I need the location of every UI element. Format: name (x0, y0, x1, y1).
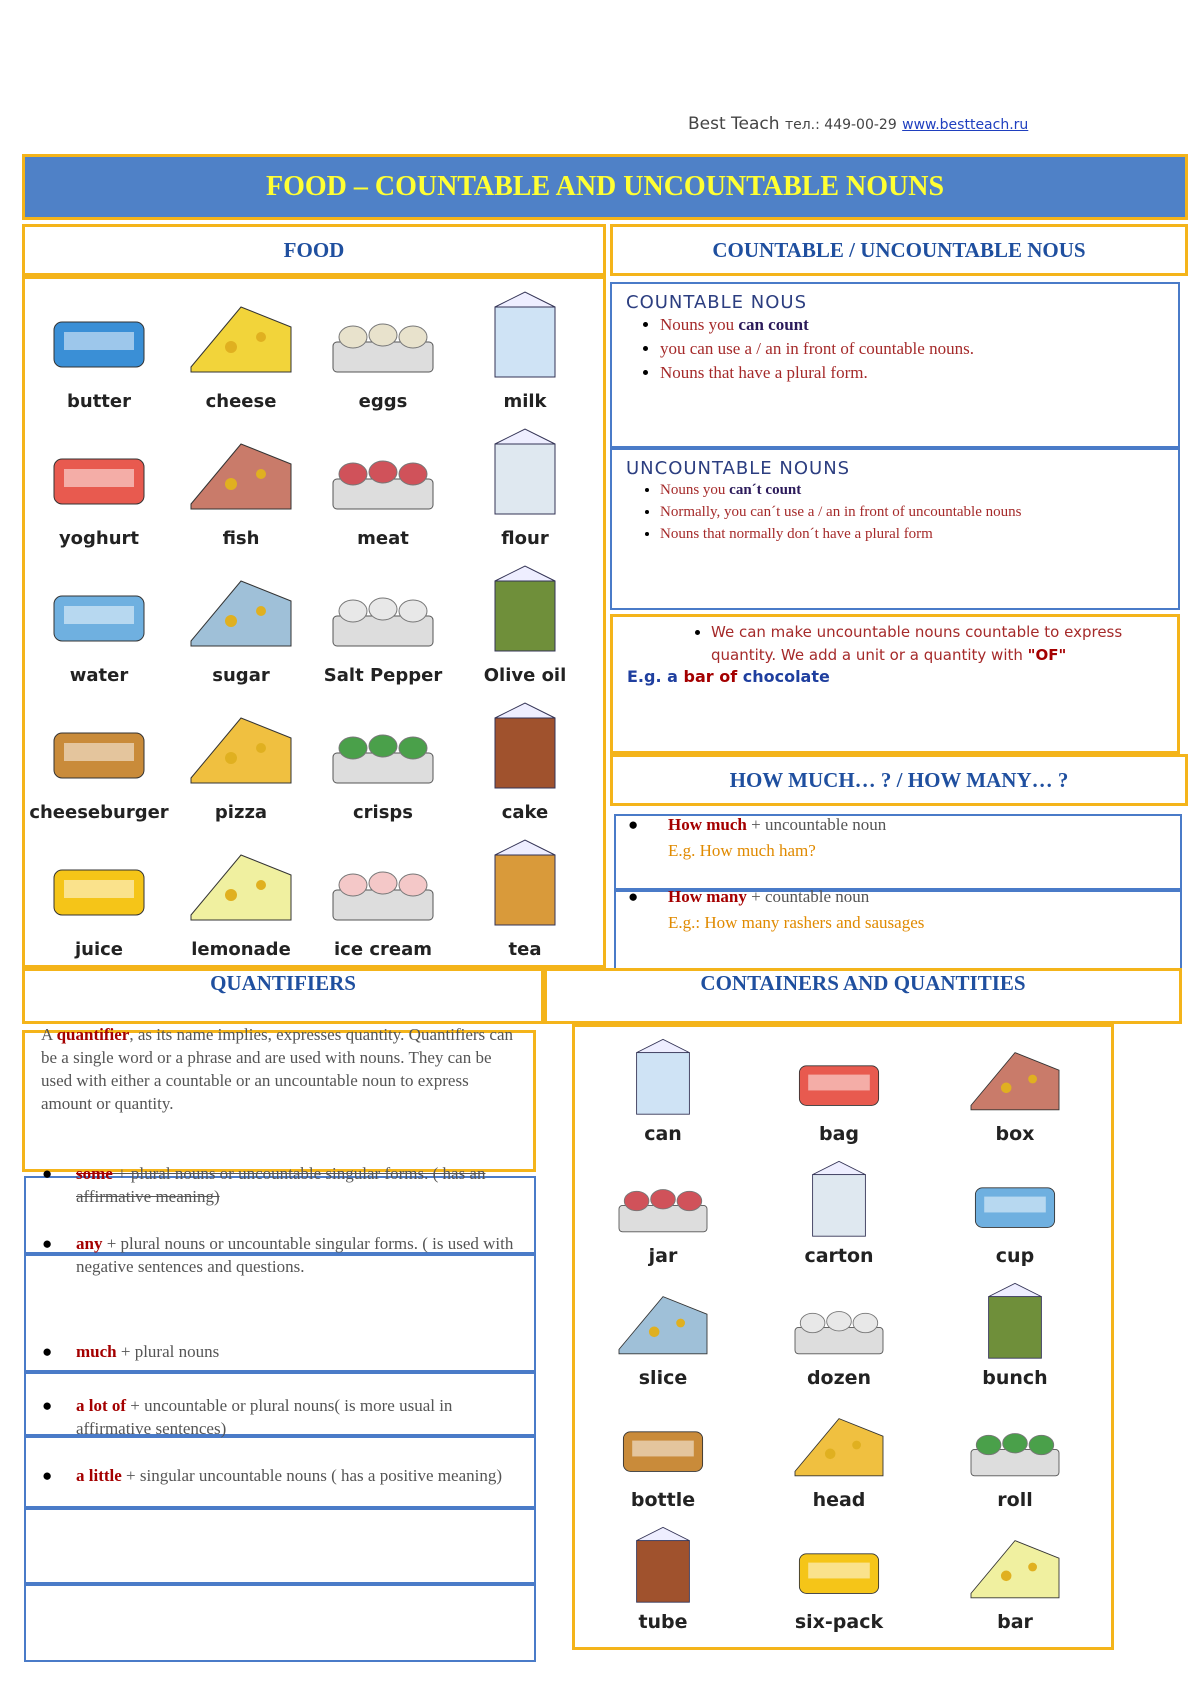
bunch-icon (955, 1279, 1075, 1367)
countable-bullet-1: • Nouns you can count (660, 313, 1164, 337)
food-label: cheese (205, 391, 277, 412)
containers-picture-grid (572, 1024, 1114, 1650)
quantifier-any: ● any + plural nouns or uncountable singular forms. ( is used with negative sentences and questions. (42, 1234, 514, 1276)
uncountable-title: UNCOUNTABLE NOUNS (626, 458, 851, 479)
food-heading: FOOD (22, 224, 606, 276)
food-item (313, 283, 453, 433)
bottle-icon (603, 1401, 723, 1489)
quantifier-some: ● some + plural nouns or uncountable singular forms. ( has an affirmative meaning) (42, 1164, 486, 1206)
pizza-icon (181, 698, 301, 798)
food-label: yoghurt (58, 528, 140, 549)
container-item (583, 1275, 743, 1395)
quantifier-intro-box (22, 1025, 536, 1172)
food-item (455, 831, 595, 981)
uncountable-box (610, 448, 1180, 610)
container-label: bag (818, 1123, 860, 1145)
tea-icon (465, 835, 585, 935)
container-item (935, 1519, 1095, 1639)
food-item (171, 283, 311, 433)
ice-cream-icon (323, 835, 443, 935)
carton-icon (779, 1157, 899, 1245)
food-item (171, 557, 311, 707)
food-label: tea (508, 939, 542, 960)
phone-number: тел.: 449-00-29 (784, 117, 897, 133)
milk-icon (465, 287, 585, 387)
water-icon (39, 561, 159, 661)
container-label: can (644, 1123, 682, 1145)
cup-icon (955, 1157, 1075, 1245)
brand-name: Best Teach (688, 114, 780, 134)
food-label: Olive oil (483, 665, 567, 686)
containers-heading: CONTAINERS AND QUANTITIES (544, 968, 1182, 1024)
container-item (935, 1153, 1095, 1273)
uncountable-bullet-1: • Nouns you can´t count (660, 479, 1164, 501)
container-label: bar (997, 1611, 1033, 1633)
page-title: FOOD – COUNTABLE AND UNCOUNTABLE NOUNS (22, 154, 1188, 220)
container-item (759, 1153, 919, 1273)
food-label: ice cream (334, 939, 432, 960)
food-item (313, 694, 453, 844)
head-icon (779, 1401, 899, 1489)
container-item (935, 1275, 1095, 1395)
container-label: bunch (982, 1367, 1048, 1389)
yoghurt-icon (39, 424, 159, 524)
sugar-icon (181, 561, 301, 661)
can-icon (603, 1035, 723, 1123)
food-item (455, 420, 595, 570)
container-label: dozen (806, 1367, 872, 1389)
food-item (171, 694, 311, 844)
food-label: eggs (358, 391, 408, 412)
countable-box (610, 282, 1180, 448)
cheese-icon (181, 287, 301, 387)
food-label: butter (67, 391, 131, 412)
box-icon (955, 1035, 1075, 1123)
how-many-box: ● How many + countable noun E.g.: How many rashers and sausages (614, 890, 1182, 972)
food-picture-grid (22, 276, 606, 968)
countable-bullet-3: • Nouns that have a plural form. (660, 361, 1164, 385)
container-item (935, 1397, 1095, 1517)
food-label: flour (501, 528, 549, 549)
countable-title: COUNTABLE NOUS (626, 292, 807, 313)
unit-note-text: • We can make uncountable nouns countable to express quantity. We add a unit or a quantity with "OF" (711, 621, 1163, 667)
food-item (171, 420, 311, 570)
uncountable-bullet-3: • Nouns that normally don´t have a plural form (660, 523, 1164, 545)
lemonade-icon (181, 835, 301, 935)
container-label: bottle (630, 1489, 696, 1511)
food-label: cheeseburger (29, 802, 169, 823)
container-item (583, 1031, 743, 1151)
container-label: cup (995, 1245, 1035, 1267)
container-label: box (995, 1123, 1035, 1145)
butter-icon (39, 287, 159, 387)
container-label: roll (997, 1489, 1033, 1511)
container-item (759, 1031, 919, 1151)
food-label: juice (74, 939, 124, 960)
food-label: pizza (214, 802, 268, 823)
juice-icon (39, 835, 159, 935)
quantifier-box-5 (24, 1508, 536, 1584)
container-label: jar (648, 1245, 678, 1267)
uncountable-bullet-2: • Normally, you can´t use a / an in front of uncountable nouns (660, 501, 1164, 523)
cake-icon (465, 698, 585, 798)
food-item (313, 557, 453, 707)
cu-nouns-heading: COUNTABLE / UNCOUNTABLE NOUS (610, 224, 1188, 276)
quantifier-a-lot-of: ● a lot of + uncountable or plural nouns( is more usual in affirmative sentences) (42, 1396, 453, 1438)
food-label: Salt Pepper (323, 665, 443, 686)
flour-icon (465, 424, 585, 524)
fish-icon (181, 424, 301, 524)
food-item (29, 694, 169, 844)
food-label: fish (222, 528, 260, 549)
food-item (455, 694, 595, 844)
quantifier-a-little: ● a little + singular uncountable nouns ( has a positive meaning) (42, 1466, 502, 1485)
unit-note-box (610, 614, 1180, 754)
bar-icon (955, 1523, 1075, 1611)
food-item (171, 831, 311, 981)
food-label: meat (357, 528, 409, 549)
food-item (455, 557, 595, 707)
container-label: tube (638, 1611, 688, 1633)
tube-icon (603, 1523, 723, 1611)
food-label: lemonade (191, 939, 291, 960)
container-item (759, 1275, 919, 1395)
food-label: sugar (212, 665, 270, 686)
six-pack-icon (779, 1523, 899, 1611)
food-label: water (69, 665, 129, 686)
quantifier-intro-text: A quantifier, as its name implies, expresses quantity. Quantifiers can be a single word or a phrase and are used with nouns. They can be used with either a countable or an uncountable noun to express amount or quantity. (41, 1025, 513, 1113)
container-label: head (812, 1489, 866, 1511)
quantifier-box-6 (24, 1584, 536, 1662)
countable-bullet-2: • you can use a / an in front of countable nouns. (660, 337, 1164, 361)
container-item (759, 1397, 919, 1517)
jar-icon (603, 1157, 723, 1245)
food-item (455, 283, 595, 433)
food-item (29, 420, 169, 570)
header-contact (688, 114, 1028, 134)
how-much-heading: HOW MUCH… ? / HOW MANY… ? (610, 754, 1188, 806)
slice-icon (603, 1279, 723, 1367)
crisps-icon (323, 698, 443, 798)
food-item (313, 420, 453, 570)
food-item (29, 831, 169, 981)
container-label: slice (638, 1367, 688, 1389)
website-link[interactable]: www.bestteach.ru (902, 117, 1029, 133)
dozen-icon (779, 1279, 899, 1367)
meat-icon (323, 424, 443, 524)
container-label: carton (804, 1245, 874, 1267)
food-label: milk (503, 391, 547, 412)
container-item (935, 1031, 1095, 1151)
cheeseburger-icon (39, 698, 159, 798)
container-item (759, 1519, 919, 1639)
container-item (583, 1397, 743, 1517)
food-label: cake (501, 802, 549, 823)
food-item (313, 831, 453, 981)
container-item (583, 1519, 743, 1639)
food-label: crisps (352, 802, 414, 823)
salt-pepper-icon (323, 561, 443, 661)
bag-icon (779, 1035, 899, 1123)
unit-note-example: E.g. a bar of chocolate (627, 667, 830, 686)
olive-oil-icon (465, 561, 585, 661)
how-much-box: ● How much + uncountable noun E.g. How much ham? (614, 814, 1182, 890)
eggs-icon (323, 287, 443, 387)
food-item (29, 557, 169, 707)
container-label: six-pack (794, 1611, 884, 1633)
quantifier-much: ● much + plural nouns (42, 1342, 220, 1361)
roll-icon (955, 1401, 1075, 1489)
food-item (29, 283, 169, 433)
container-item (583, 1153, 743, 1273)
quantifiers-heading: QUANTIFIERS (22, 968, 544, 1024)
